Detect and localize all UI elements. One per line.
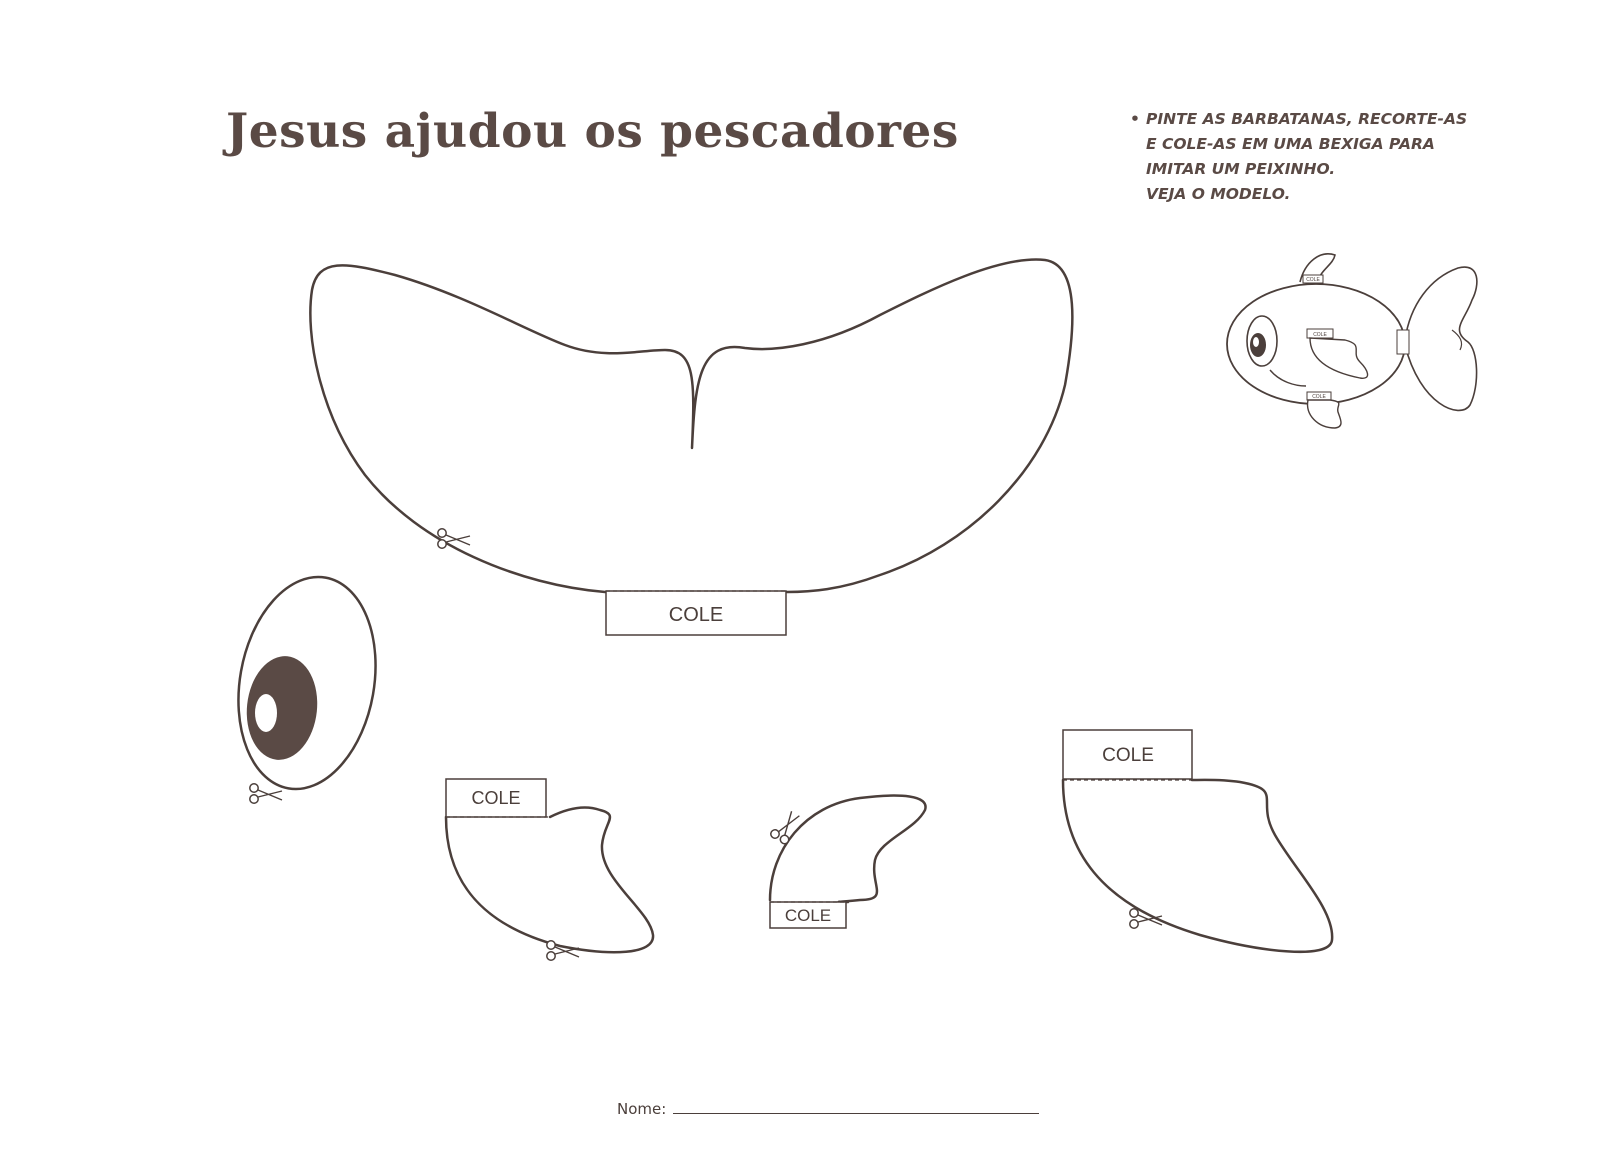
model-glue-label-top: COLE: [1306, 277, 1320, 283]
left-fin-glue-label: COLE: [471, 788, 521, 808]
left-fin: [446, 779, 653, 960]
model-fish: [1227, 254, 1477, 428]
instruction-line-4: VEJA O MODELO.: [1146, 185, 1291, 203]
name-label: Nome:: [617, 1100, 667, 1118]
right-fin: [1063, 730, 1332, 952]
instruction-line-3: IMITAR UM PEIXINHO.: [1146, 160, 1336, 178]
tail-glue-label: COLE: [668, 604, 724, 626]
scissors-icon: [547, 941, 579, 960]
eye-cutout: [222, 566, 391, 803]
middle-fin-glue-label: COLE: [784, 906, 832, 925]
instruction-line-2: E COLE-AS EM UMA BEXIGA PARA: [1146, 135, 1435, 153]
scissors-icon: [769, 808, 802, 846]
middle-fin: [769, 796, 925, 928]
instruction-line-1: • PINTE AS BARBATANAS, RECORTE-AS: [1146, 107, 1467, 132]
right-fin-glue-label: COLE: [1102, 745, 1154, 766]
bullet-icon: •: [1130, 110, 1140, 128]
scissors-icon: [250, 784, 282, 803]
page-title: Jesus ajudou os pescadores: [226, 104, 959, 159]
model-glue-label-bottom: COLE: [1312, 394, 1326, 400]
tail-fin: [310, 260, 1072, 635]
model-glue-label-side: COLE: [1313, 332, 1327, 338]
name-field[interactable]: [673, 1113, 1039, 1114]
scissors-icon: [438, 529, 470, 548]
